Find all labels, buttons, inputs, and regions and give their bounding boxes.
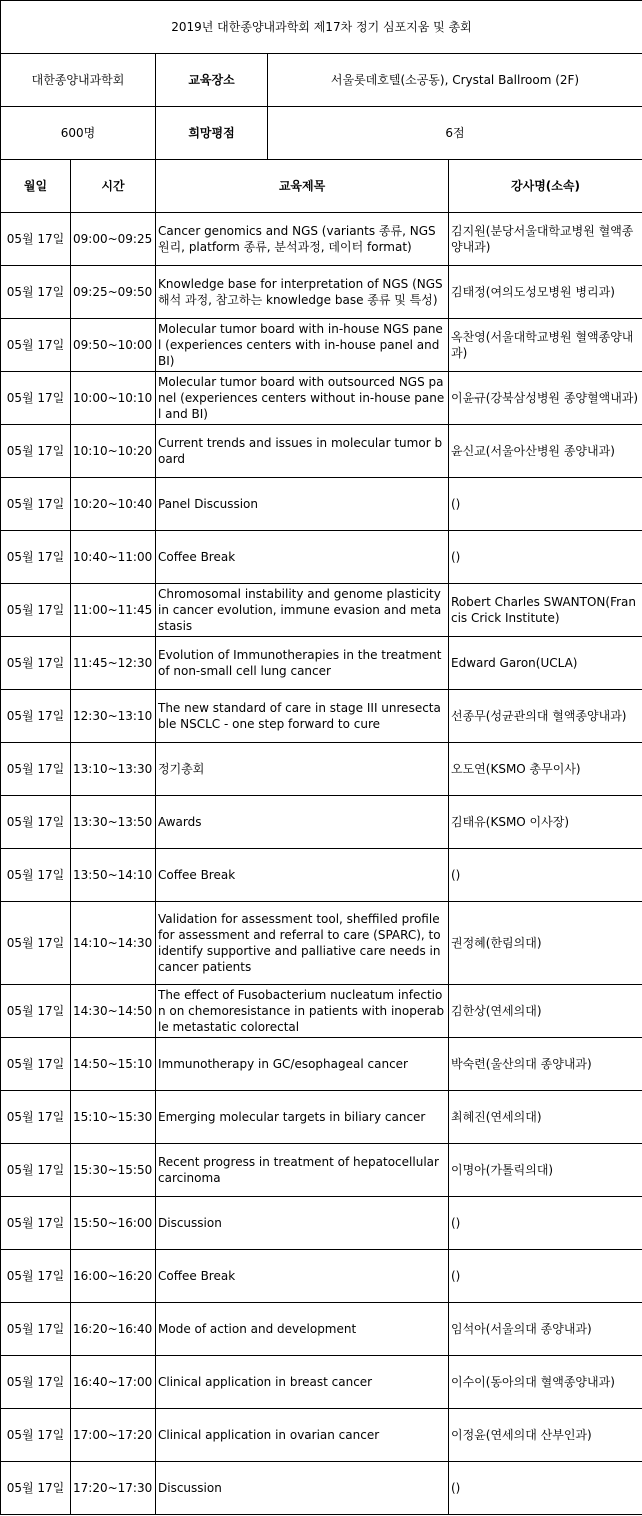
header-date: 월일 — [1, 160, 71, 213]
session-time: 11:45~12:30 — [71, 637, 156, 690]
session-subject: Evolution of Immunotherapies in the treatment of non-small cell lung cancer — [156, 637, 449, 690]
session-time: 15:10~15:30 — [71, 1091, 156, 1144]
table-row — [1, 1462, 642, 1515]
capacity-value: 600명 — [1, 107, 156, 160]
session-speaker: 김태유(KSMO 이사장) — [449, 796, 642, 849]
table-row — [1, 690, 642, 743]
table-row — [1, 319, 642, 372]
session-subject: 정기총회 — [156, 743, 449, 796]
organizer: 대한종양내과학회 — [1, 54, 156, 107]
rating-label: 희망평점 — [156, 107, 268, 160]
session-speaker: 권정혜(한림의대) — [449, 902, 642, 985]
session-date: 05월 17일 — [1, 531, 71, 584]
session-speaker: 윤신교(서울아산병원 종양내과) — [449, 425, 642, 478]
session-speaker: 오도연(KSMO 총무이사) — [449, 743, 642, 796]
session-date: 05월 17일 — [1, 584, 71, 637]
venue-value: 서울롯데호텔(소공동), Crystal Ballroom (2F) — [268, 54, 642, 107]
session-time: 10:00~10:10 — [71, 372, 156, 425]
session-subject: Molecular tumor board with in-house NGS panel (experiences centers with in-house panel and BI) — [156, 319, 449, 372]
session-date: 05월 17일 — [1, 985, 71, 1038]
session-time: 15:50~16:00 — [71, 1197, 156, 1250]
session-subject: The effect of Fusobacterium nucleatum infection on chemoresistance in patients with inoperable metastatic colorectal — [156, 985, 449, 1038]
session-subject: Recent progress in treatment of hepatocellular carcinoma — [156, 1144, 449, 1197]
session-subject: Molecular tumor board with outsourced NGS panel (experiences centers without in-house panel and BI) — [156, 372, 449, 425]
session-subject: Discussion — [156, 1462, 449, 1515]
table-row — [1, 902, 642, 985]
rating-value: 6점 — [268, 107, 642, 160]
table-row — [1, 1197, 642, 1250]
table-row — [1, 1144, 642, 1197]
table-row — [1, 531, 642, 584]
session-date: 05월 17일 — [1, 1250, 71, 1303]
session-time: 09:50~10:00 — [71, 319, 156, 372]
session-subject: The new standard of care in stage III unresectable NSCLC - one step forward to cure — [156, 690, 449, 743]
session-subject: Immunotherapy in GC/esophageal cancer — [156, 1038, 449, 1091]
session-time: 15:30~15:50 — [71, 1144, 156, 1197]
session-time: 16:20~16:40 — [71, 1303, 156, 1356]
session-subject: Clinical application in ovarian cancer — [156, 1409, 449, 1462]
table-row — [1, 1250, 642, 1303]
table-row — [1, 478, 642, 531]
session-date: 05월 17일 — [1, 1409, 71, 1462]
session-subject: Panel Discussion — [156, 478, 449, 531]
document-title: 2019년 대한종양내과학회 제17차 정기 심포지움 및 총회 — [1, 1, 642, 54]
session-date: 05월 17일 — [1, 849, 71, 902]
session-time: 14:10~14:30 — [71, 902, 156, 985]
table-row — [1, 1091, 642, 1144]
session-time: 11:00~11:45 — [71, 584, 156, 637]
table-row — [1, 1409, 642, 1462]
session-speaker: 옥찬영(서울대학교병원 혈액종양내과) — [449, 319, 642, 372]
session-date: 05월 17일 — [1, 1303, 71, 1356]
table-row — [1, 266, 642, 319]
session-speaker: 이명아(가톨릭의대) — [449, 1144, 642, 1197]
session-time: 09:25~09:50 — [71, 266, 156, 319]
table-row — [1, 425, 642, 478]
session-time: 09:00~09:25 — [71, 213, 156, 266]
session-subject: Awards — [156, 796, 449, 849]
session-speaker: 김지원(분당서울대학교병원 혈액종양내과) — [449, 213, 642, 266]
session-subject: Coffee Break — [156, 849, 449, 902]
session-subject: Discussion — [156, 1197, 449, 1250]
table-row — [1, 1356, 642, 1409]
session-speaker: () — [449, 478, 642, 531]
session-subject: Mode of action and development — [156, 1303, 449, 1356]
venue-label: 교육장소 — [156, 54, 268, 107]
session-date: 05월 17일 — [1, 372, 71, 425]
session-speaker: () — [449, 531, 642, 584]
session-date: 05월 17일 — [1, 743, 71, 796]
session-subject: Coffee Break — [156, 1250, 449, 1303]
session-date: 05월 17일 — [1, 425, 71, 478]
header-time: 시간 — [71, 160, 156, 213]
session-time: 16:40~17:00 — [71, 1356, 156, 1409]
session-time: 12:30~13:10 — [71, 690, 156, 743]
session-date: 05월 17일 — [1, 1462, 71, 1515]
session-date: 05월 17일 — [1, 1038, 71, 1091]
session-time: 10:40~11:00 — [71, 531, 156, 584]
session-date: 05월 17일 — [1, 690, 71, 743]
session-date: 05월 17일 — [1, 213, 71, 266]
header-row — [1, 160, 642, 213]
table-row — [1, 213, 642, 266]
session-speaker: 선종무(성균관의대 혈액종양내과) — [449, 690, 642, 743]
session-speaker: () — [449, 1250, 642, 1303]
session-speaker: 이윤규(강북삼성병원 종양혈액내과) — [449, 372, 642, 425]
session-date: 05월 17일 — [1, 1197, 71, 1250]
session-subject: Coffee Break — [156, 531, 449, 584]
session-subject: Emerging molecular targets in biliary cancer — [156, 1091, 449, 1144]
table-row — [1, 1303, 642, 1356]
session-speaker: 이정윤(연세의대 산부인과) — [449, 1409, 642, 1462]
session-speaker: 이수이(동아의대 혈액종양내과) — [449, 1356, 642, 1409]
table-row — [1, 743, 642, 796]
session-date: 05월 17일 — [1, 478, 71, 531]
session-subject: Cancer genomics and NGS (variants 종류, NGS 원리, platform 종류, 분석과정, 데이터 format) — [156, 213, 449, 266]
session-time: 10:10~10:20 — [71, 425, 156, 478]
session-speaker: () — [449, 1462, 642, 1515]
title-row — [1, 1, 642, 54]
table-row — [1, 849, 642, 902]
session-date: 05월 17일 — [1, 637, 71, 690]
session-date: 05월 17일 — [1, 902, 71, 985]
session-date: 05월 17일 — [1, 1091, 71, 1144]
session-speaker: () — [449, 1197, 642, 1250]
session-speaker: Edward Garon(UCLA) — [449, 637, 642, 690]
capacity-row — [1, 107, 642, 160]
venue-row — [1, 54, 642, 107]
table-row — [1, 985, 642, 1038]
session-date: 05월 17일 — [1, 1356, 71, 1409]
session-speaker: 김태정(여의도성모병원 병리과) — [449, 266, 642, 319]
header-speaker: 강사명(소속) — [449, 160, 642, 213]
session-speaker: 최혜진(연세의대) — [449, 1091, 642, 1144]
session-speaker: Robert Charles SWANTON(Francis Crick Institute) — [449, 584, 642, 637]
session-date: 05월 17일 — [1, 1144, 71, 1197]
session-subject: Validation for assessment tool, sheffiled profile for assessment and referral to care (SPARC), to identify supportive and palliative care needs in cancer patients — [156, 902, 449, 985]
session-speaker: 임석아(서울의대 종양내과) — [449, 1303, 642, 1356]
session-time: 17:00~17:20 — [71, 1409, 156, 1462]
table-row — [1, 1038, 642, 1091]
table-row — [1, 584, 642, 637]
session-subject: Knowledge base for interpretation of NGS (NGS 해석 과정, 참고하는 knowledge base 종류 및 특성) — [156, 266, 449, 319]
session-subject: Chromosomal instability and genome plasticity in cancer evolution, immune evasion and metastasis — [156, 584, 449, 637]
header-subject: 교육제목 — [156, 160, 449, 213]
session-time: 13:30~13:50 — [71, 796, 156, 849]
session-speaker: () — [449, 849, 642, 902]
session-time: 14:50~15:10 — [71, 1038, 156, 1091]
table-row — [1, 372, 642, 425]
session-time: 13:10~13:30 — [71, 743, 156, 796]
session-time: 14:30~14:50 — [71, 985, 156, 1038]
session-speaker: 김한상(연세의대) — [449, 985, 642, 1038]
session-subject: Clinical application in breast cancer — [156, 1356, 449, 1409]
session-time: 16:00~16:20 — [71, 1250, 156, 1303]
session-subject: Current trends and issues in molecular tumor board — [156, 425, 449, 478]
session-date: 05월 17일 — [1, 266, 71, 319]
table-row — [1, 796, 642, 849]
session-time: 13:50~14:10 — [71, 849, 156, 902]
session-date: 05월 17일 — [1, 796, 71, 849]
session-time: 17:20~17:30 — [71, 1462, 156, 1515]
session-speaker: 박숙련(울산의대 종양내과) — [449, 1038, 642, 1091]
session-date: 05월 17일 — [1, 319, 71, 372]
table-row — [1, 637, 642, 690]
session-time: 10:20~10:40 — [71, 478, 156, 531]
